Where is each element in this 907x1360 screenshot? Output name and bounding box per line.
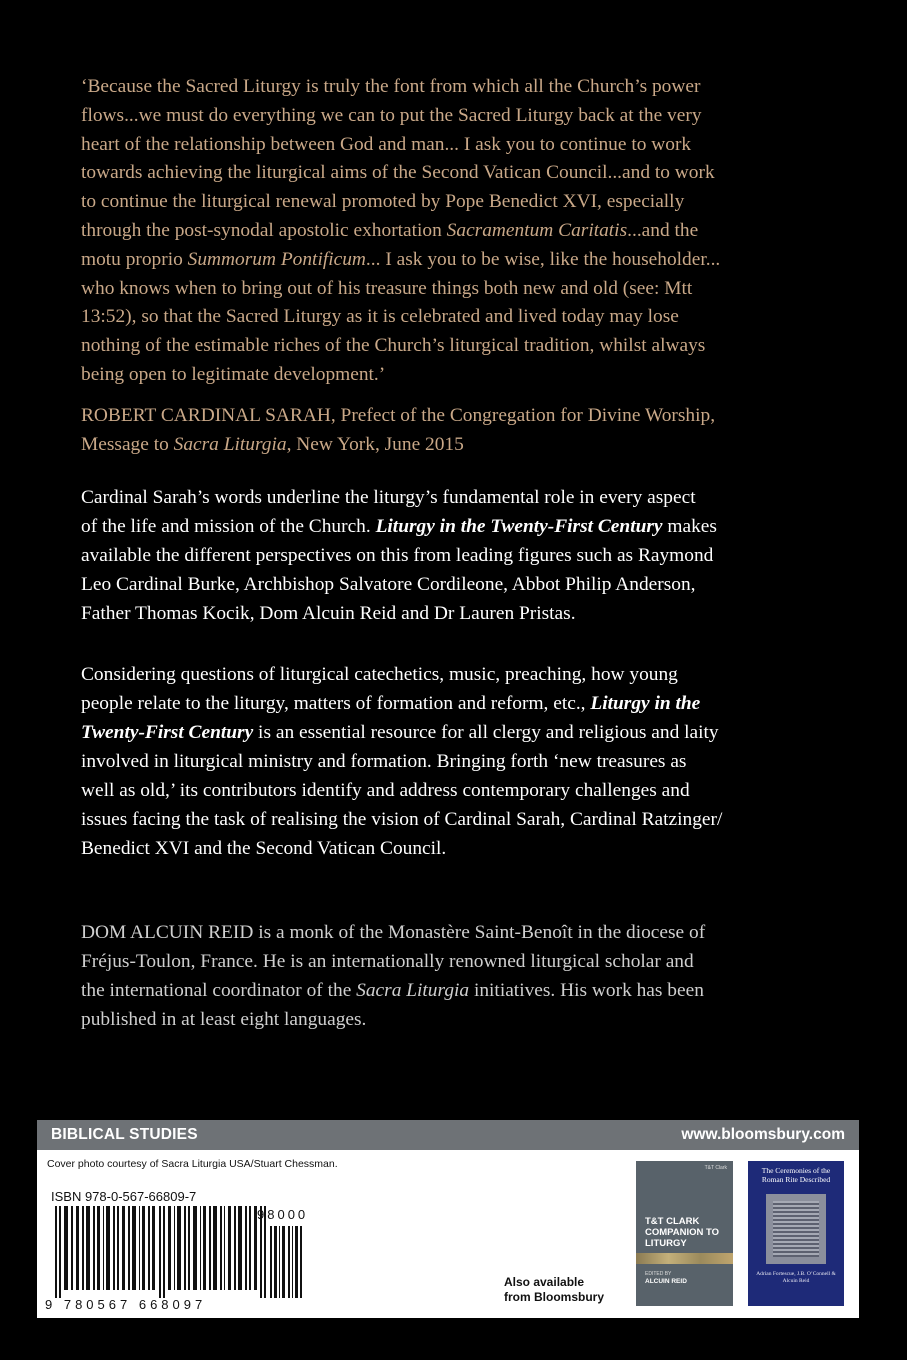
book-title: Twenty-First Century [81, 722, 254, 743]
quote-line: being open to legitimate development.’ [81, 363, 386, 385]
book-title-line: T&T CLARK [645, 1216, 700, 1227]
book-edited-by: EDITED BY [645, 1271, 672, 1277]
book-title-line: Roman Rite Described [761, 1174, 831, 1184]
attribution-text: , New York, June 2015 [286, 434, 464, 455]
blurb-line: well as old,’ its contributors identify and address contemporary challenges and [81, 780, 690, 801]
bio-text: the international coordinator of the [81, 980, 357, 1001]
blurb-line: Leo Cardinal Burke, Archbishop Salvatore Cordileone, Abbot Philip Anderson, [81, 574, 696, 595]
quote-text: ...and the [627, 219, 699, 241]
isbn-label: ISBN 978-0-567-66809-7 [51, 1189, 197, 1204]
category-bar [37, 1120, 859, 1150]
book-publisher: T&T Clark [704, 1165, 727, 1171]
photo-credit: Cover photo courtesy of Sacra Liturgia USA/Stuart Chessman. [47, 1158, 338, 1170]
blurb-paragraph-2 [81, 660, 831, 863]
book-cover-companion[interactable] [636, 1161, 733, 1306]
blurb-text: is an essential resource for all clergy and religious and laity [253, 722, 719, 743]
bio-italic: Sacra Liturgia [356, 980, 470, 1001]
blurb-text: makes [662, 516, 717, 537]
quote-line: ‘Because the Sacred Liturgy is truly the font from which all the Church’s power [81, 76, 701, 97]
blurb-line: available the different perspectives on this from leading figures such as Raymond [81, 545, 714, 566]
book-title: Liturgy in the [590, 693, 701, 714]
attribution-line: ROBERT CARDINAL SARAH, Prefect of the Congregation for Divine Worship, [81, 405, 716, 426]
quote-italic-title: Summorum Pontificum [187, 248, 366, 270]
book-title-block [645, 1216, 731, 1249]
quote-text: motu proprio [81, 248, 188, 270]
blurb-text: of the life and mission of the Church. [81, 516, 376, 537]
quote-line: who knows when to bring out of his treasure things both new and old (see: Mtt [81, 277, 693, 299]
attribution-italic: Sacra Liturgia [173, 434, 287, 455]
website-link[interactable]: www.bloomsbury.com [681, 1126, 845, 1143]
bio-line: published in at least eight languages. [81, 1009, 367, 1030]
bio-line: Fréjus-Toulon, France. He is an internationally renowned liturgical scholar and [81, 951, 694, 972]
blurb-paragraph-1 [81, 483, 831, 628]
blurb-line: Benedict XVI and the Second Vatican Council. [81, 838, 447, 859]
blurb-line: Cardinal Sarah’s words underline the liturgy’s fundamental role in every aspect [81, 487, 696, 508]
quote-attribution [81, 401, 831, 459]
quote-text: ... I ask you to be wise, like the householder... [365, 248, 721, 270]
bio-line [81, 976, 831, 1005]
quote-line [81, 217, 831, 246]
barcode-panel [37, 1150, 859, 1318]
category-label: BIBLICAL STUDIES [51, 1126, 198, 1143]
quote-line: towards achieving the liturgical aims of the Second Vatican Council...and to work [81, 162, 715, 184]
book-title: Liturgy in the Twenty-First Century [375, 516, 663, 537]
price-code: 98000 [257, 1207, 309, 1222]
blurb-line: Considering questions of liturgical catechetics, music, preaching, how young [81, 664, 678, 685]
book-cover-band [636, 1253, 733, 1264]
blurb-line: involved in liturgical ministry and formation. Bringing forth ‘new treasures as [81, 751, 687, 772]
book-authors: Adrian Fortescue, J.B. O’Connell & Alcuin Reid [756, 1271, 836, 1284]
cardinal-quote [81, 73, 831, 390]
book-cover-ceremonies[interactable] [748, 1161, 844, 1306]
book-title-line: The Ceremonies of the [761, 1166, 831, 1175]
blurb-line: issues facing the task of realising the vision of Cardinal Sarah, Cardinal Ratzinger/ [81, 809, 723, 830]
also-available-label [504, 1275, 604, 1305]
blurb-line: Father Thomas Kocik, Dom Alcuin Reid and Dr Lauren Pristas. [81, 603, 576, 624]
book-title-line: LITURGY [645, 1238, 687, 1249]
bio-text: initiatives. His work has been [469, 980, 704, 1001]
book-editor: ALCUIN REID [645, 1278, 687, 1285]
blurb-line [81, 718, 831, 747]
also-available-line: from Bloomsbury [504, 1290, 605, 1304]
quote-line: 13:52), so that the Sacred Liturgy as it is celebrated and lived today may lose [81, 306, 679, 328]
quote-line: heart of the relationship between God and man... I ask you to continue to work [81, 133, 692, 155]
quote-line: nothing of the estimable riches of the Church’s liturgical tradition, whilst always [81, 335, 706, 357]
also-available-line: Also available [504, 1275, 585, 1289]
quote-italic-title: Sacramentum Caritatis [446, 219, 628, 241]
attribution-text: Message to [81, 434, 174, 455]
book-title-block [752, 1167, 840, 1184]
attribution-line [81, 430, 831, 459]
quote-line: to continue the liturgical renewal promoted by Pope Benedict XVI, especially [81, 191, 685, 213]
blurb-line [81, 689, 831, 718]
quote-text: through the post-synodal apostolic exhortation [81, 219, 447, 241]
quote-line: flows...we must do everything we can to put the Sacred Liturgy back at the very [81, 104, 702, 126]
quote-line [81, 246, 831, 275]
book-title-line: COMPANION TO [645, 1227, 720, 1238]
bio-line: DOM ALCUIN REID is a monk of the Monastère Saint-Benoît in the diocese of [81, 922, 706, 943]
blurb-line [81, 512, 831, 541]
book-cover-engraving-detail [773, 1201, 819, 1257]
barcode-number: 9 780567 668097 [45, 1297, 207, 1312]
author-bio [81, 918, 831, 1034]
blurb-text: people relate to the liturgy, matters of formation and reform, etc., [81, 693, 591, 714]
